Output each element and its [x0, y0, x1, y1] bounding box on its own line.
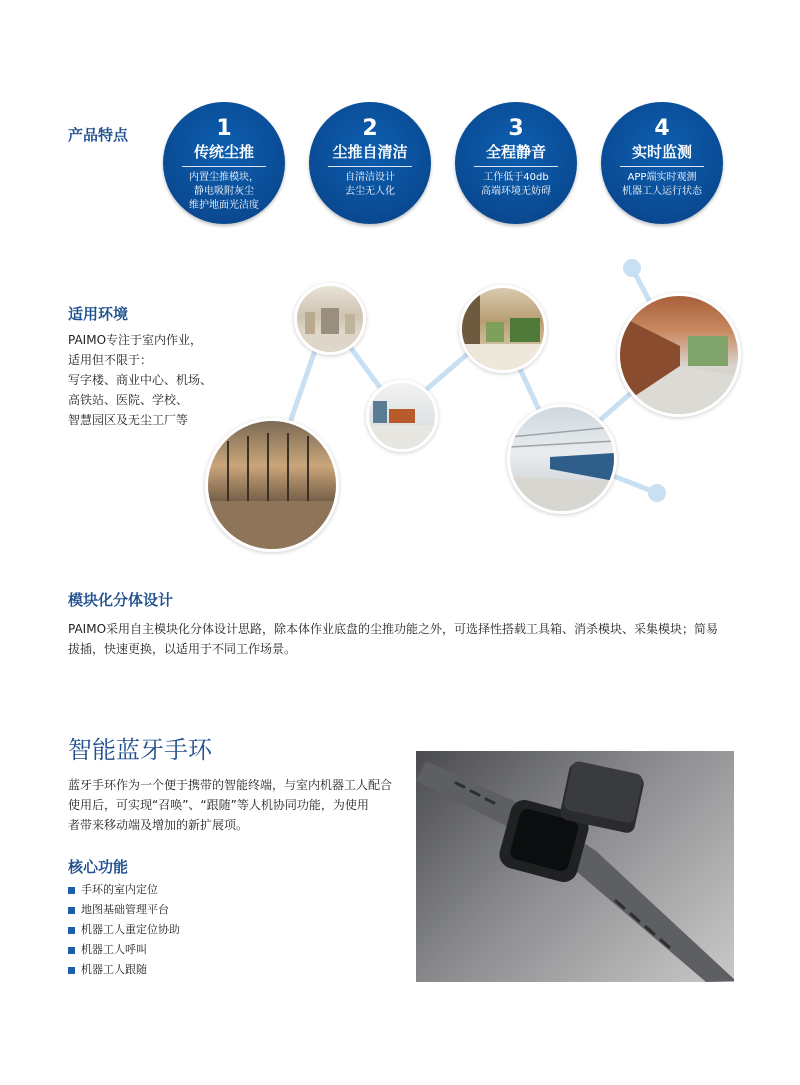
bullet-square-icon — [68, 947, 75, 954]
list-item — [68, 960, 180, 980]
features-title: 产品特点 — [68, 126, 129, 144]
feature-title: 全程静音 — [485, 143, 546, 161]
feature-number: 2 — [362, 116, 378, 141]
environment-line: 高铁站、医院、学校、 — [68, 393, 189, 407]
list-item — [68, 920, 180, 940]
photo-corridor — [617, 293, 741, 417]
bracelet-title: 智能蓝牙手环 — [68, 736, 212, 764]
photo-airport-hall — [205, 418, 339, 552]
feature-desc-line: 自清洁设计 — [345, 172, 395, 183]
list-item — [68, 900, 180, 920]
feature-number: 3 — [508, 116, 524, 141]
list-item-label: 机器工人呼叫 — [81, 943, 147, 956]
bracelet-line: 者带来移动端及增加的新扩展项。 — [68, 818, 249, 832]
feature-desc-line: 静电吸附灰尘 — [194, 186, 254, 197]
photo-train-station — [507, 404, 617, 514]
environment-line: 写字楼、商业中心、机场、 — [68, 373, 213, 387]
list-item — [68, 940, 180, 960]
photo-office-atrium — [459, 285, 547, 373]
feature-desc-line: 机器工人运行状态 — [622, 186, 702, 197]
photo-hospital-lobby — [366, 380, 438, 452]
bullet-square-icon — [68, 887, 75, 894]
environment-title: 适用环境 — [68, 305, 129, 323]
feature-number: 4 — [654, 116, 670, 141]
list-item-label: 机器工人跟随 — [81, 963, 147, 976]
feature-desc-line: 维护地面光洁度 — [189, 200, 259, 211]
bullet-square-icon — [68, 967, 75, 974]
modular-line: 拔插，快速更换，以适用于不同工作场景。 — [68, 642, 297, 656]
modular-text — [68, 619, 738, 659]
modular-line: PAIMO采用自主模块化分体设计思路，除本体作业底盘的尘推功能之外，可选择性搭载工具箱、消杀模块、采集模块；简易 — [68, 622, 719, 636]
environment-line: 智慧园区及无尘工厂等 — [68, 413, 189, 427]
feature-title: 尘推自清洁 — [332, 143, 408, 161]
bracelet-text — [68, 775, 392, 835]
core-functions-list — [68, 880, 180, 980]
list-item — [68, 880, 180, 900]
photo-shopping-mall — [294, 283, 366, 355]
feature-desc-line: 工作低于40db — [483, 172, 549, 183]
feature-title: 实时监测 — [631, 143, 692, 161]
bracelet-line: 使用后，可实现“召唤”、“跟随”等人机协同功能，为使用 — [68, 798, 369, 812]
environment-line: 适用但不限于： — [68, 353, 153, 367]
feature-desc-line: 去尘无人化 — [345, 186, 395, 197]
core-functions-title: 核心功能 — [68, 858, 129, 876]
feature-desc-line: APP端实时观测 — [627, 172, 697, 183]
bullet-square-icon — [68, 927, 75, 934]
bracelet-product-photo — [416, 751, 734, 982]
environment-line: PAIMO专注于室内作业， — [68, 333, 203, 347]
list-item-label: 地图基础管理平台 — [81, 903, 169, 916]
feature-desc-line: 内置尘推模块， — [189, 172, 259, 183]
connector-node-dot — [648, 484, 666, 502]
feature-number: 1 — [216, 116, 232, 141]
list-item-label: 机器工人重定位协助 — [81, 923, 180, 936]
modular-title: 模块化分体设计 — [68, 591, 174, 609]
list-item-label: 手环的室内定位 — [81, 883, 158, 896]
feature-title: 传统尘推 — [193, 143, 254, 161]
bullet-square-icon — [68, 907, 75, 914]
bracelet-line: 蓝牙手环作为一个便于携带的智能终端，与室内机器工人配合 — [68, 778, 393, 792]
feature-desc-line: 高端环境无妨碍 — [481, 186, 551, 197]
connector-node-dot — [623, 259, 641, 277]
